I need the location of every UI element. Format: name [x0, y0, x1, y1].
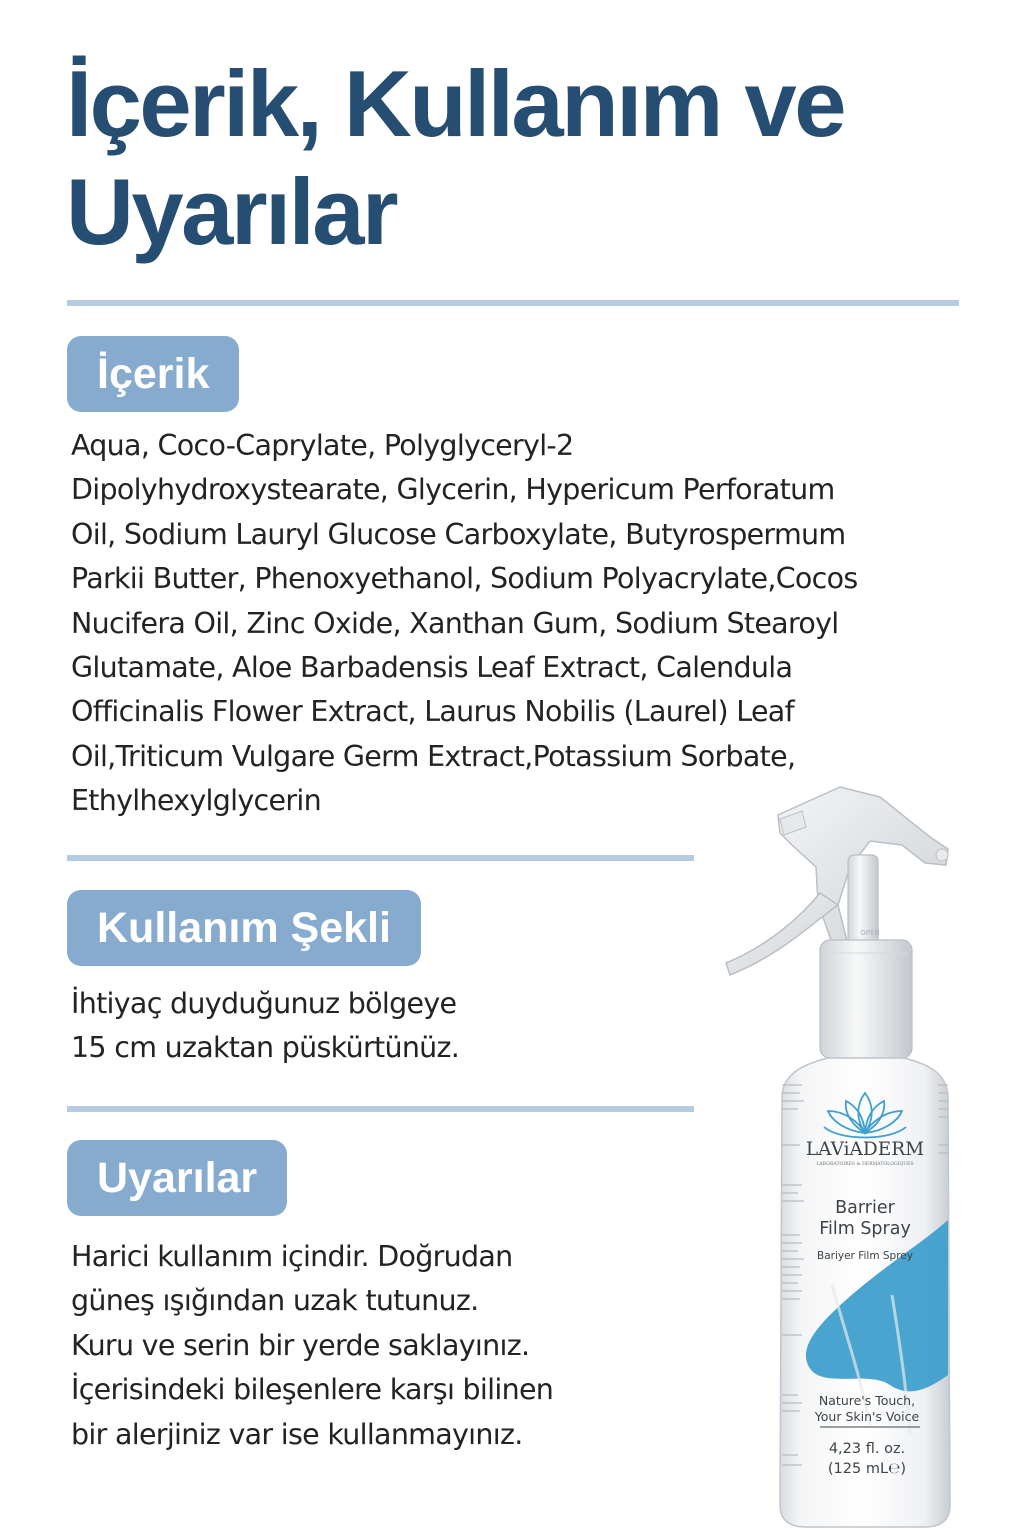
volume-line-1: 4,23 fl. oz.: [828, 1441, 906, 1457]
ingredients-line: Dipolyhydroxystearate, Glycerin, Hypericum Perforatum: [71, 473, 835, 507]
page-title: [66, 50, 966, 266]
title-divider: [67, 300, 959, 306]
usage-text: [71, 982, 459, 1071]
product-name-line-2: Film Spray: [819, 1219, 911, 1239]
ingredients-divider: [67, 855, 694, 861]
warnings-line: güneş ışığından uzak tutunuz.: [71, 1284, 479, 1318]
warnings-line: Kuru ve serin bir yerde saklayınız.: [71, 1328, 530, 1362]
ingredients-heading: İçerik: [97, 350, 210, 398]
usage-heading-badge: [67, 890, 421, 966]
ingredients-text: [71, 424, 858, 824]
ingredients-line: Glutamate, Aloe Barbadensis Leaf Extract, Calendula: [71, 651, 793, 685]
usage-line: İhtiyaç duyduğunuz bölgeye: [71, 987, 457, 1020]
brand-name: LAViADERM: [805, 1139, 925, 1160]
usage-line: 15 cm uzaktan püskürtünüz.: [71, 1031, 460, 1065]
slogan-line-2: Your Skin's Voice: [814, 1409, 920, 1424]
warnings-line: bir alerjiniz var ise kullanmayınız.: [71, 1417, 523, 1451]
ingredients-line: Ethylhexylglycerin: [71, 784, 321, 818]
ingredients-line: Oil,Triticum Vulgare Germ Extract,Potassium Sorbate,: [71, 739, 796, 773]
slogan-line-1: Nature's Touch,: [818, 1393, 916, 1408]
ingredients-line: Oil, Sodium Lauryl Glucose Carboxylate, Butyrospermum: [71, 517, 846, 551]
usage-heading: Kullanım Şekli: [97, 904, 391, 952]
brand-tagline: LABORATOIRES & DERMATOLOGIQUES: [816, 1162, 914, 1167]
warnings-line: İçerisindeki bileşenlere karşı bilinen: [71, 1373, 554, 1407]
bottle-cap: [820, 940, 912, 1058]
ingredients-line: Aqua, Coco-Caprylate, Polyglyceryl-2: [71, 429, 574, 462]
ingredients-line: Nucifera Oil, Zinc Oxide, Xanthan Gum, Sodium Stearoyl: [71, 606, 839, 640]
warnings-heading: Uyarılar: [97, 1154, 258, 1202]
warnings-line: Harici kullanım içindir. Doğrudan: [71, 1240, 513, 1273]
product-name-line-1: Barrier: [835, 1198, 895, 1218]
volume-line-2: (125 mL℮): [827, 1461, 907, 1477]
nozzle-open-mark: OPEN: [860, 929, 880, 937]
ingredients-line: Officinalis Flower Extract, Laurus Nobilis (Laurel) Leaf: [71, 695, 794, 729]
warnings-heading-badge: [67, 1140, 287, 1216]
warnings-text: [71, 1235, 553, 1457]
page-title-line-1: İçerik, Kullanım ve: [66, 51, 844, 156]
spray-bottle-image: [720, 775, 980, 1530]
ingredients-line: Parkii Butter, Phenoxyethanol, Sodium Polyacrylate,Cocos: [71, 562, 858, 596]
usage-divider: [67, 1106, 694, 1112]
ingredients-heading-badge: [67, 336, 239, 412]
product-name-tr: Bariyer Film Sprey: [817, 1250, 913, 1262]
page-title-line-2: Uyarılar: [66, 159, 397, 264]
